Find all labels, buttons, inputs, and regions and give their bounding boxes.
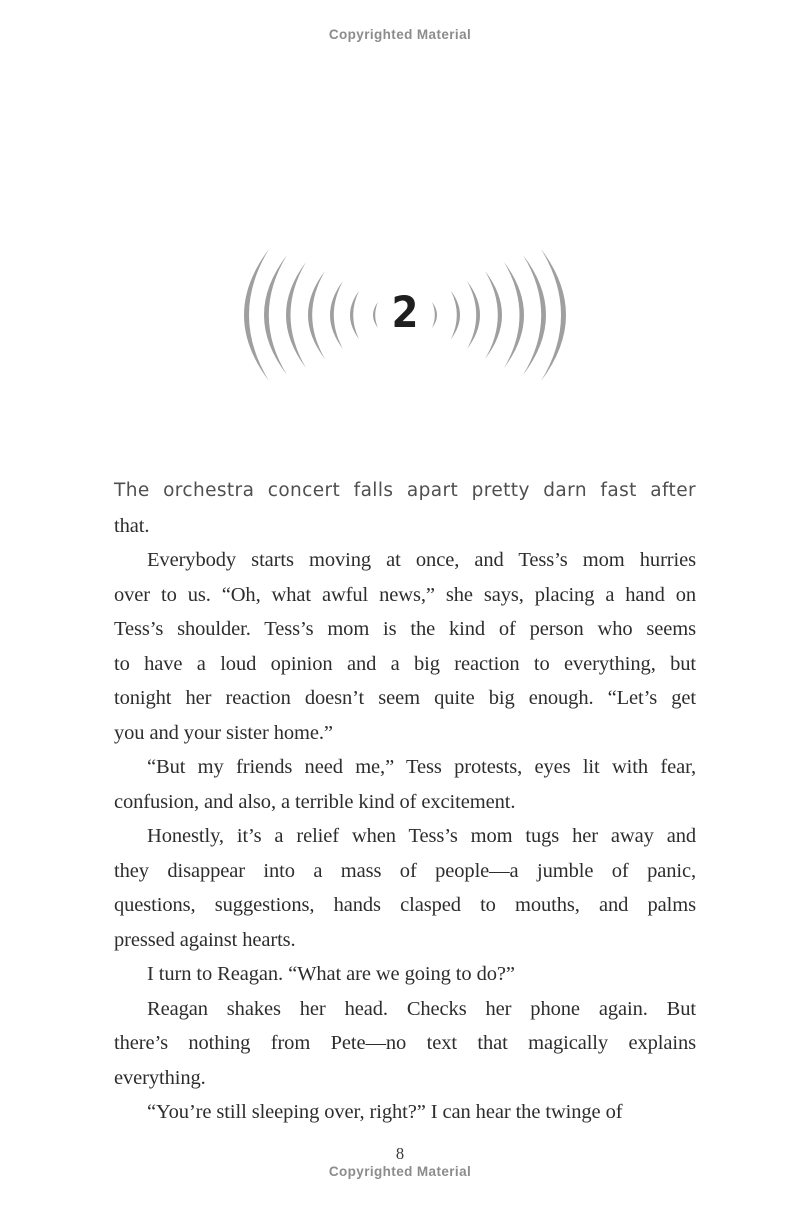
body-line: that.: [114, 514, 150, 537]
sound-wave-left-arcs: [244, 249, 378, 381]
page-body-text: [114, 474, 696, 1130]
page-number: 8: [395, 1144, 405, 1163]
body-line: Everybody starts moving at once, and Tess’s mom hurries: [147, 549, 696, 571]
body-line: confusion, and also, a terrible kind of excitement.: [114, 790, 516, 813]
body-line: you and your sister home.”: [114, 721, 333, 744]
body-line: I turn to Reagan. “What are we going to do?”: [147, 963, 515, 985]
paragraph: [114, 992, 696, 1096]
body-line: Honestly, it’s a relief when Tess’s mom tugs her away and: [147, 825, 696, 847]
copyright-notice-top: Copyrighted Material: [328, 27, 472, 42]
body-line: “You’re still sleeping over, right?” I can hear the twinge of: [147, 1101, 623, 1123]
paragraph: [114, 957, 696, 992]
paragraph: [114, 750, 696, 819]
sound-wave-right-arcs: [432, 249, 566, 381]
body-line: there’s nothing from Pete—no text that magically explains: [114, 1032, 696, 1054]
paragraph: [114, 474, 696, 543]
paragraph: [114, 543, 696, 750]
body-line: questions, suggestions, hands clasped to mouths, and palms: [114, 894, 696, 916]
body-line: “But my friends need me,” Tess protests, eyes lit with fear,: [147, 756, 696, 778]
paragraph: [114, 1095, 696, 1130]
paragraph: [114, 819, 696, 957]
body-line: they disappear into a mass of people—a jumble of panic,: [114, 859, 696, 882]
body-line: tonight her reaction doesn’t seem quite big enough. “Let’s get: [114, 687, 696, 709]
body-line: to have a loud opinion and a big reaction to everything, but: [114, 652, 696, 675]
body-line: pressed against hearts.: [114, 928, 296, 951]
chapter-ornament: [240, 240, 570, 390]
chapter-opener-line: The orchestra concert falls apart pretty darn fast after: [114, 480, 696, 501]
body-line: Tess’s shoulder. Tess’s mom is the kind of person who seems: [114, 618, 696, 640]
body-line: over to us. “Oh, what awful news,” she says, placing a hand on: [114, 583, 696, 606]
copyright-notice-bottom: Copyrighted Material: [328, 1164, 472, 1179]
body-line: Reagan shakes her head. Checks her phone again. But: [147, 997, 696, 1020]
body-line: everything.: [114, 1066, 206, 1089]
chapter-number: 2: [391, 287, 419, 338]
